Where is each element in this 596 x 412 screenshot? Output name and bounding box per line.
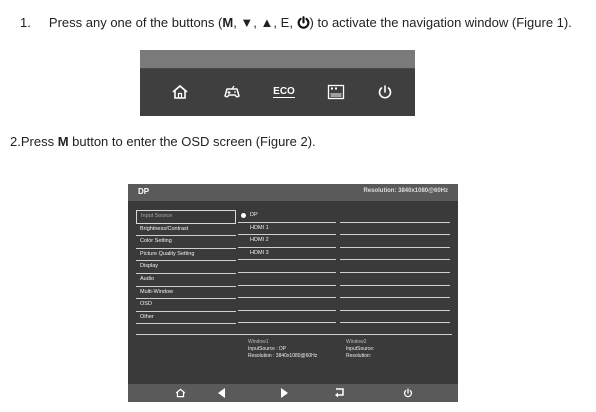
window-2-source: InputSource: bbox=[346, 346, 375, 352]
home-icon[interactable] bbox=[167, 79, 193, 105]
option-hdmi-3[interactable]: HDMI 3 bbox=[238, 248, 336, 261]
step-2-instruction bbox=[10, 134, 316, 149]
option-hdmi-1[interactable]: HDMI 1 bbox=[238, 223, 336, 236]
step-1-number: 1. bbox=[20, 15, 31, 30]
eco-icon[interactable] bbox=[271, 79, 297, 105]
enter-icon[interactable] bbox=[334, 387, 346, 399]
osd-screen bbox=[128, 184, 458, 402]
info-divider bbox=[136, 334, 452, 335]
step-2-prefix: 2.Press bbox=[10, 134, 58, 149]
empty-row bbox=[238, 260, 336, 273]
gamepad-icon[interactable] bbox=[219, 79, 245, 105]
osd-title: DP bbox=[138, 187, 150, 196]
key-m: M bbox=[222, 15, 234, 30]
selected-dot-icon bbox=[241, 213, 246, 218]
empty-row bbox=[238, 286, 336, 299]
window-1-source: InputSource : DP bbox=[248, 346, 287, 352]
menu-item-brightness-contrast[interactable]: Brightness/Contrast bbox=[136, 224, 236, 237]
right-arrow-icon[interactable] bbox=[278, 387, 290, 399]
eco-label: ECO bbox=[273, 85, 295, 97]
menu-item-input-source[interactable]: Input Source bbox=[136, 210, 236, 224]
power-icon[interactable] bbox=[402, 387, 414, 399]
window-2-heading: Window2 bbox=[346, 339, 367, 345]
key-m: M bbox=[57, 134, 69, 149]
menu-item-audio[interactable]: Audio bbox=[136, 274, 236, 287]
osd-main-menu bbox=[136, 210, 236, 324]
empty-row bbox=[238, 273, 336, 286]
empty-row bbox=[340, 248, 450, 261]
input-source-icon[interactable] bbox=[323, 79, 349, 105]
empty-row bbox=[340, 298, 450, 311]
option-hdmi-2[interactable]: HDMI 2 bbox=[238, 235, 336, 248]
osd-resolution: Resolution: 3840x1080@60Hz bbox=[363, 188, 448, 194]
empty-row bbox=[340, 210, 450, 223]
window-2-info bbox=[346, 339, 374, 360]
key-e: E bbox=[280, 15, 290, 30]
window-2-resolution: Resolution: bbox=[346, 353, 372, 359]
option-dp[interactable]: DP bbox=[238, 210, 336, 223]
navigation-icon-row bbox=[140, 69, 415, 116]
menu-item-multi-window[interactable]: Multi-Window bbox=[136, 287, 236, 300]
home-icon[interactable] bbox=[174, 387, 186, 399]
navigation-window-header bbox=[140, 50, 415, 69]
empty-row bbox=[238, 298, 336, 311]
empty-row bbox=[238, 311, 336, 324]
key-down: ▼ bbox=[240, 15, 254, 30]
osd-third-column bbox=[340, 210, 450, 323]
empty-row bbox=[340, 260, 450, 273]
menu-item-picture-quality-setting[interactable]: Picture Quality Setting bbox=[136, 249, 236, 262]
navigation-window bbox=[140, 50, 415, 116]
step-2-suffix: button to enter the OSD screen (Figure 2). bbox=[68, 134, 316, 149]
step-1-suffix: ) to activate the navigation window (Figure 1). bbox=[309, 15, 572, 30]
step-1-prefix: Press any one of the buttons ( bbox=[48, 15, 223, 30]
window-1-heading: Window1 bbox=[248, 339, 269, 345]
empty-row bbox=[340, 235, 450, 248]
key-up: ▲ bbox=[260, 15, 274, 30]
empty-row bbox=[340, 286, 450, 299]
window-1-resolution: Resolution : 3840x1080@60Hz bbox=[248, 353, 318, 359]
menu-item-other[interactable]: Other bbox=[136, 312, 236, 325]
power-icon bbox=[297, 16, 310, 29]
osd-header bbox=[128, 184, 458, 201]
menu-item-color-setting[interactable]: Color Setting bbox=[136, 236, 236, 249]
step-1-instruction: 1. Press any one of the buttons (M, ▼, ▲, E, ) to activate the navigation window (Figure 1). bbox=[20, 15, 572, 30]
osd-submenu bbox=[238, 210, 336, 323]
empty-row bbox=[340, 273, 450, 286]
empty-row bbox=[340, 311, 450, 324]
window-1-info bbox=[248, 339, 317, 360]
menu-item-display[interactable]: Display bbox=[136, 261, 236, 274]
power-icon[interactable] bbox=[372, 79, 398, 105]
empty-row bbox=[340, 223, 450, 236]
osd-footer bbox=[128, 384, 458, 402]
menu-item-osd[interactable]: OSD bbox=[136, 299, 236, 312]
left-arrow-icon[interactable] bbox=[216, 387, 228, 399]
